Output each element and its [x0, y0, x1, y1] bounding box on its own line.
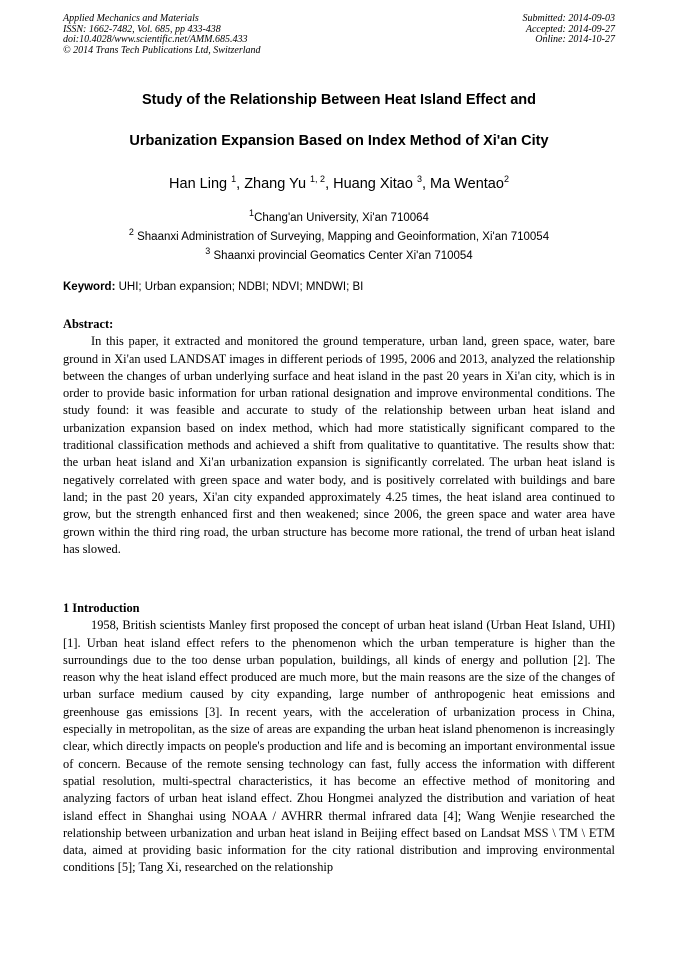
keywords-text: UHI; Urban expansion; NDBI; NDVI; MNDWI; BI: [118, 281, 364, 293]
accepted-date: Accepted: 2014-09-27: [525, 23, 615, 35]
journal-name: Applied Mechanics and Materials: [63, 13, 199, 24]
copyright-line: © 2014 Trans Tech Publications Ltd, Switzerland: [63, 44, 261, 56]
introduction-body: 1958, British scientists Manley first proposed the concept of urban heat island (Urban Heat Island, UHI) [1]. Urban heat island effect refers to the phenomenon which the urban temperature is higher than the surroundings due to the too dense urban population, buildings, all kinds of energy and pollution [2]. The reason why the heat island effect produced are much more, but the main reasons are the size of the changes of urban surface medium caused by city expanding, large number of anthropogenic heat emissions and greenhouse gas emissions [3]. In recent years, with the acceleration of urbanization process in China, especially in metropolitan, as the size of areas are expanding the urban heat island phenomenon is increasingly clear, which directly impacts on people's production and life and is becoming an important environmental issue of concern. Because of the remote sensing technology can fast, fully access the information with different spatial resolution, multi-spectral characteristics, it has become an effective method of monitoring and analyzing factors of urban heat island effect. Zhou Hongmei analyzed the distribution and variation of heat island effect in Shanghai using NOAA / AVHRR thermal infrared data [4]; Wang Wenjie researched the relationship between urbanization and urban heat island in Beijing effect based on Landsat MSS \ TM \ ETM data, aimed at providing basic information for the city rational distribution and improving environmental conditions [5]; Tang Xi, researched on the relationship: [63, 618, 615, 875]
introduction-section: [63, 600, 615, 877]
affiliation-mark: 2: [128, 227, 134, 237]
affiliation-mark: 3: [205, 246, 211, 256]
author-name: Han Ling: [169, 175, 228, 192]
submitted-date: Submitted: 2014-09-03: [522, 13, 615, 24]
doi-line: doi:10.4028/www.scientific.net/AMM.685.433: [63, 34, 248, 45]
keywords: [63, 281, 363, 293]
affiliation-text: Chang'an University, Xi'an 710064: [254, 211, 429, 224]
author-name: Huang Xitao: [333, 175, 413, 192]
affiliation-mark: 1: [249, 208, 255, 218]
online-date: Online: 2014-10-27: [535, 34, 615, 45]
author-affiliation-mark: 1, 2: [310, 174, 326, 184]
publication-dates: [523, 14, 616, 46]
issn-line: ISSN: 1662-7482, Vol. 685, pp 433-438: [63, 23, 221, 35]
author-name: Zhang Yu: [244, 175, 307, 192]
author-affiliation-mark: 1: [231, 174, 237, 184]
abstract-body: In this paper, it extracted and monitored the ground temperature, urban land, green space, water, bare ground in Xi'an used LANDSAT images in different periods of 1995, 2006 and 2013, analyzed the relationship between the changes of urban underlying surface and heat island in the past 20 years in Xi'an city, which is in order to provide basic information for urban rational designation and improve environmental conditions. The study found: it was feasible and accurate to study of the relationship between urban heat island and urbanization expansion based on index method, which had more statistically significant compared to the traditional classification methods and achieved a shift from qualitative to quantitative. The results show that: the urban heat island and Xi'an urbanization expansion is significantly correlated. The urban heat island is negatively correlated with green space and water body, and is positively correlated with buildings and bare land; in the past 20 years, Xi'an city expanded approximately 4.25 times, the heat island area continued to grow, but the strength enhanced first and then weakened; since 2006, the green space and water area have grown within the third ring road, the urban structure has become more rational, the trend of urban heat island has slowed.: [63, 334, 615, 556]
abstract-section: [63, 316, 615, 558]
introduction-heading: 1 Introduction: [63, 601, 140, 615]
affiliation-3: [40, 246, 638, 262]
paper-title-line-2: Urbanization Expansion Based on Index Method of Xi'an City: [129, 133, 549, 149]
author-affiliation-mark: 2: [503, 174, 509, 184]
author-name: Ma Wentao: [430, 175, 504, 192]
affiliation-1: [40, 208, 638, 224]
affiliation-text: Shaanxi Administration of Surveying, Mapping and Geoinformation, Xi'an 710054: [137, 230, 550, 243]
affiliation-2: [40, 227, 638, 243]
author-affiliation-mark: 3: [416, 174, 422, 184]
abstract-heading: Abstract:: [63, 317, 114, 331]
paper-title-line-1: Study of the Relationship Between Heat Island Effect and: [142, 92, 536, 108]
keywords-label: Keyword:: [63, 281, 116, 293]
journal-info: [63, 14, 261, 56]
affiliation-text: Shaanxi provincial Geomatics Center Xi'an 710054: [213, 249, 473, 262]
author-list: Han Ling $^1$, Zhang Yu $^{1, 2}$, Huang Xitao $^3$, Ma Wentao$^2$: [169, 174, 509, 192]
